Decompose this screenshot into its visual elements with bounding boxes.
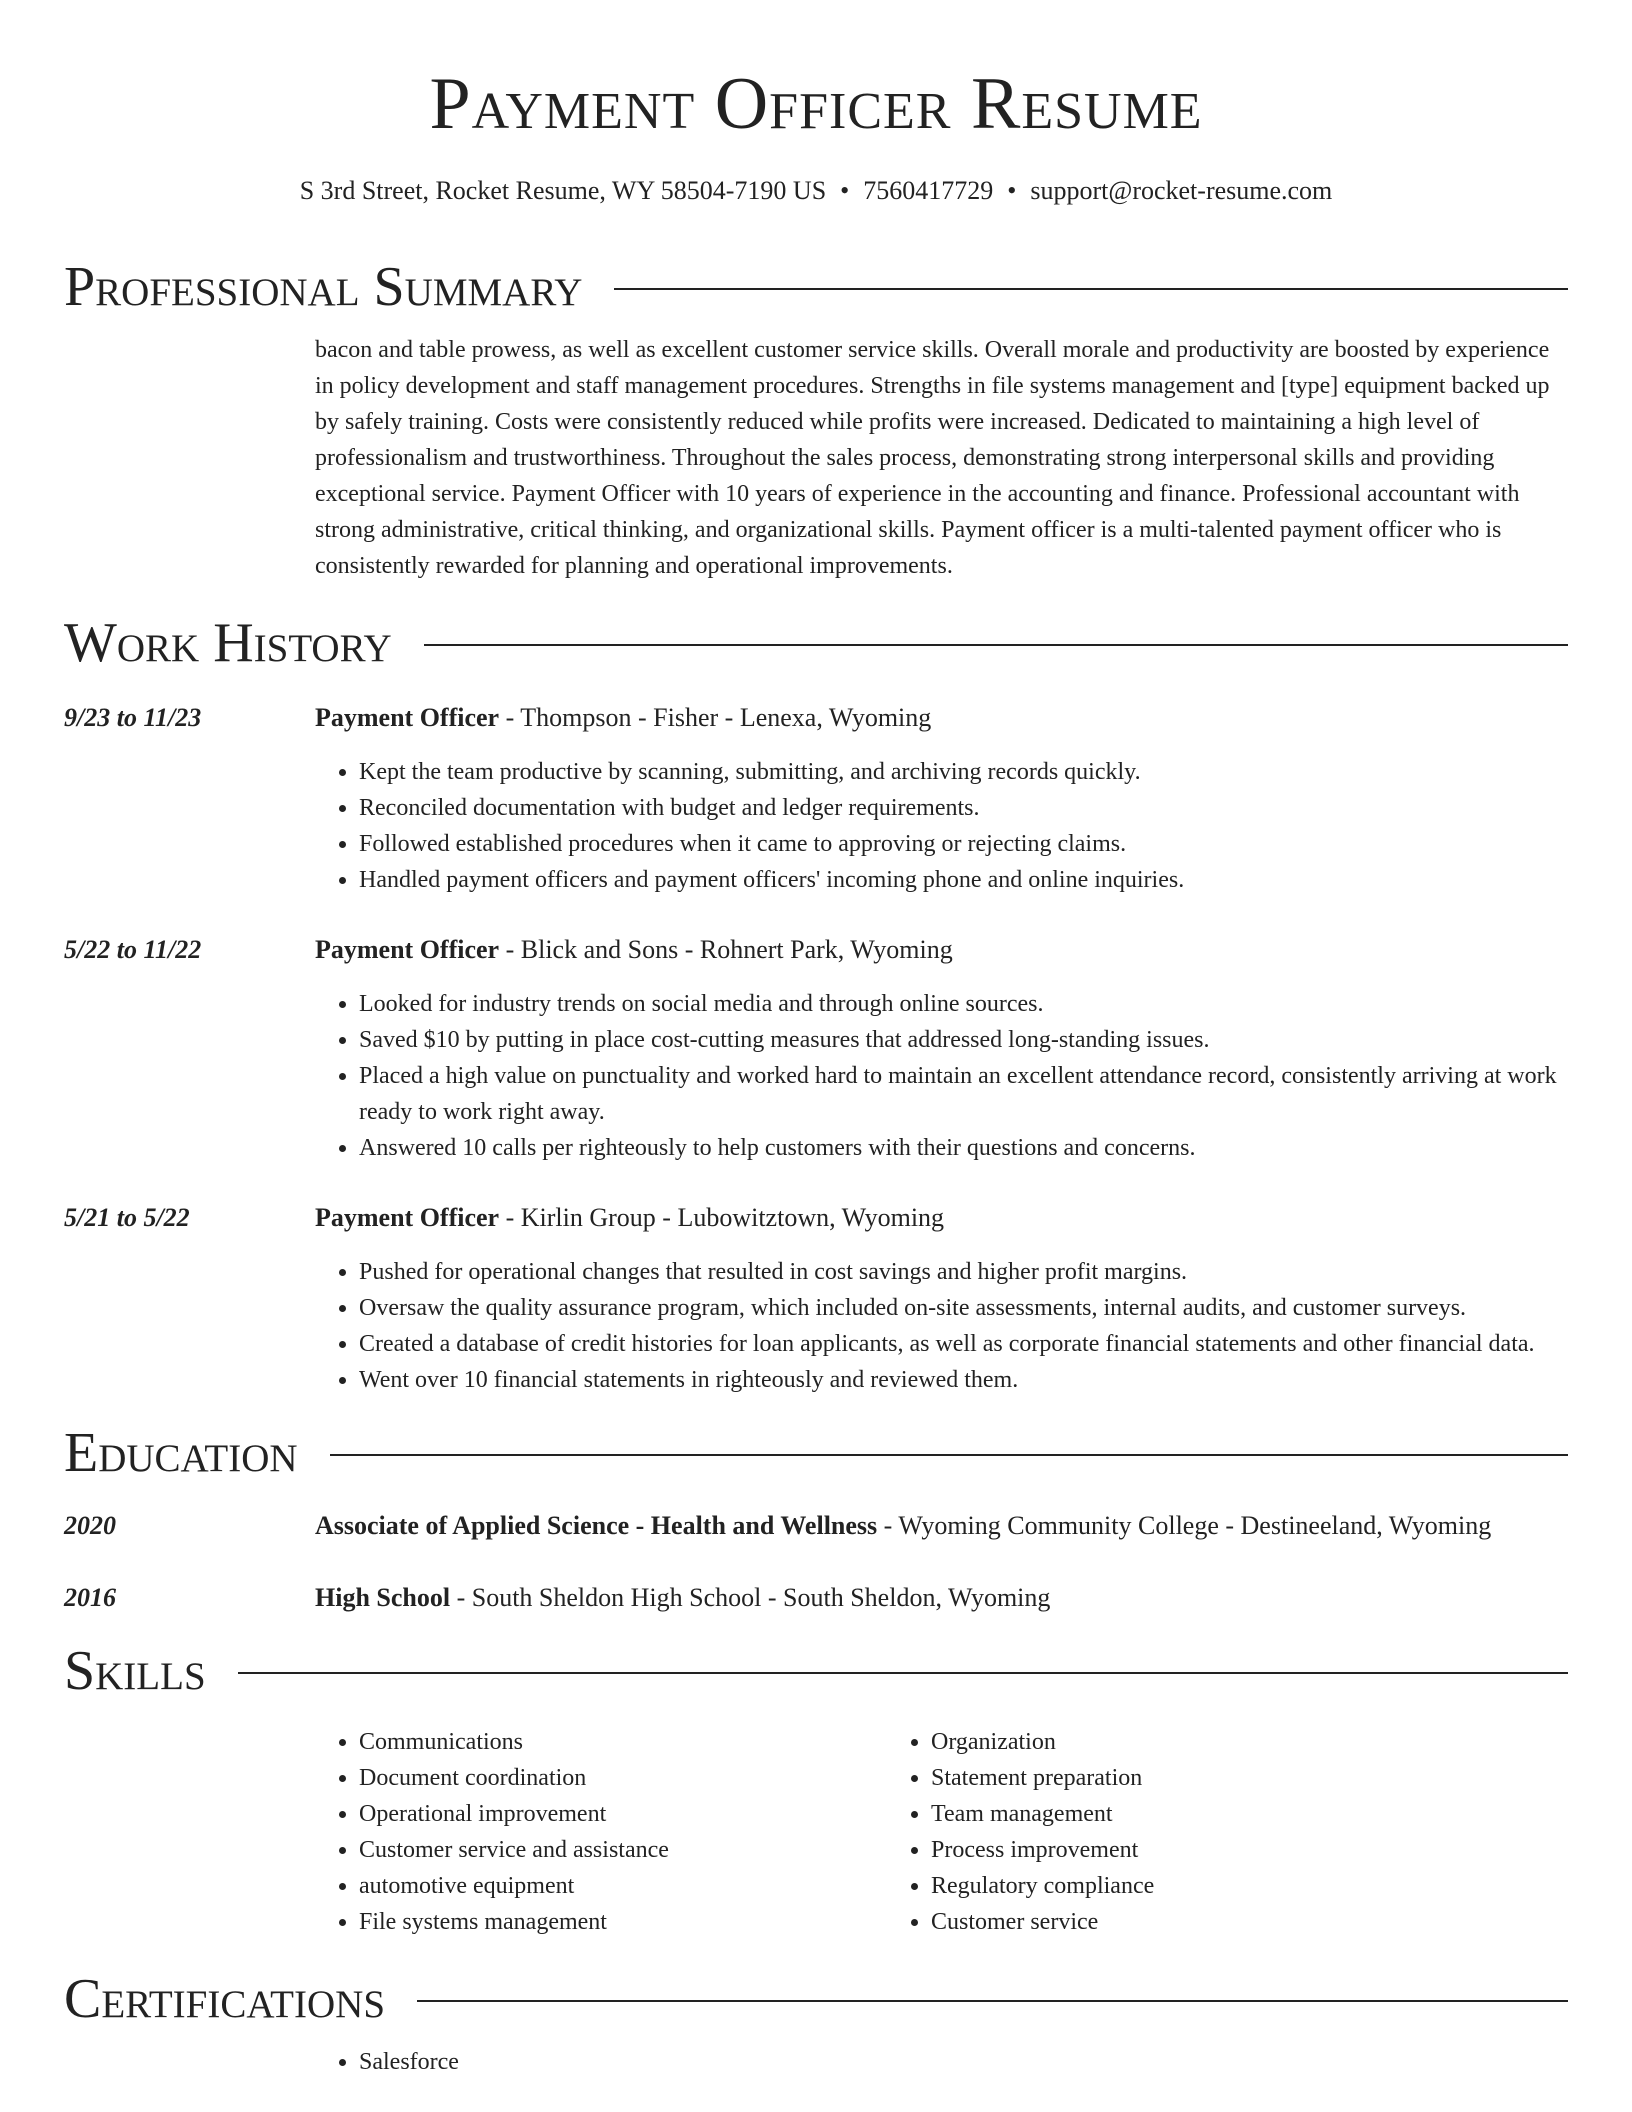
- list-item: • Saved $10 by putting in place cost-cutting measures that addressed long-standing issues.: [359, 1022, 1568, 1058]
- education-year: 2016: [64, 1583, 116, 1612]
- list-item: • Answered 10 calls per righteously to help customers with their questions and concerns.: [359, 1130, 1568, 1166]
- certifications-items: [315, 2044, 1568, 2080]
- job-heading: [315, 1198, 1568, 1238]
- list-item: • Pushed for operational changes that resulted in cost savings and higher profit margins.: [359, 1254, 1568, 1290]
- job-entry: [64, 698, 1568, 898]
- skills-heading: Skills: [64, 1640, 206, 1702]
- education-degree: Associate of Applied Science - Health and Wellness: [315, 1511, 878, 1540]
- list-item: • Kept the team productive by scanning, submitting, and archiving records quickly.: [359, 754, 1568, 790]
- education-details: - South Sheldon High School - South Sheldon, Wyoming: [450, 1583, 1051, 1612]
- list-item: • Document coordination: [359, 1760, 887, 1796]
- education-heading-line: [315, 1578, 1568, 1618]
- job-bullets: [315, 1254, 1568, 1398]
- job-title: Payment Officer: [315, 935, 500, 964]
- list-item: • Operational improvement: [359, 1796, 887, 1832]
- list-item: • Looked for industry trends on social media and through online sources.: [359, 986, 1568, 1022]
- list-item: • File systems management: [359, 1904, 887, 1940]
- list-item: • Customer service and assistance: [359, 1832, 887, 1868]
- job-dates: 9/23 to 11/23: [64, 703, 202, 732]
- list-item: • Followed established procedures when it came to approving or rejecting claims.: [359, 826, 1568, 862]
- education-heading-line: [315, 1506, 1568, 1546]
- job-details: - Kirlin Group - Lubowitztown, Wyoming: [499, 1203, 945, 1232]
- list-item: • automotive equipment: [359, 1868, 887, 1904]
- section-divider: [614, 288, 1568, 290]
- summary-section-header: [64, 254, 1568, 320]
- job-dates: 5/22 to 11/22: [64, 935, 202, 964]
- contact-line: [64, 174, 1568, 208]
- list-item: • Oversaw the quality assurance program, which included on-site assessments, internal audits, and customer surveys.: [359, 1290, 1568, 1326]
- contact-address: S 3rd Street, Rocket Resume, WY 58504-7190 US: [299, 176, 827, 205]
- certifications-heading: Certifications: [64, 1968, 386, 2030]
- list-item: • Placed a high value on punctuality and worked hard to maintain an excellent attendance record, consistently arriving at work ready to work right away.: [359, 1058, 1568, 1130]
- section-divider: [330, 1454, 1568, 1456]
- work-section-header: [64, 610, 1568, 676]
- list-item: • Process improvement: [931, 1832, 1459, 1868]
- list-item: • Customer service: [931, 1904, 1459, 1940]
- list-item: • Team management: [931, 1796, 1459, 1832]
- job-title: Payment Officer: [315, 703, 500, 732]
- list-item: • Organization: [931, 1724, 1459, 1760]
- certifications-list: [315, 2044, 1568, 2080]
- job-bullets: [315, 986, 1568, 1166]
- resume-title: Payment Officer Resume: [429, 63, 1203, 145]
- list-item: • Went over 10 financial statements in righteously and reviewed them.: [359, 1362, 1568, 1398]
- summary-heading: Professional Summary: [64, 256, 583, 318]
- education-heading: Education: [64, 1422, 298, 1484]
- certifications-section-header: [64, 1966, 1568, 2032]
- contact-separator: •: [1007, 176, 1017, 205]
- section-divider: [238, 1672, 1568, 1674]
- section-divider: [417, 2000, 1568, 2002]
- contact-email: support@rocket-resume.com: [1030, 176, 1333, 205]
- contact-separator: •: [840, 176, 850, 205]
- list-item: • Salesforce: [359, 2044, 1568, 2080]
- list-item: • Handled payment officers and payment officers' incoming phone and online inquiries.: [359, 862, 1568, 898]
- education-degree: High School: [315, 1583, 451, 1612]
- job-entry: [64, 1198, 1568, 1398]
- job-details: - Blick and Sons - Rohnert Park, Wyoming: [499, 935, 953, 964]
- job-heading: [315, 698, 1568, 738]
- list-item: • Created a database of credit histories for loan applicants, as well as corporate financial statements and other financial data.: [359, 1326, 1568, 1362]
- job-bullets: [315, 754, 1568, 898]
- list-item: • Regulatory compliance: [931, 1868, 1459, 1904]
- education-entry: [64, 1506, 1568, 1546]
- work-heading: Work History: [64, 612, 392, 674]
- list-item: • Reconciled documentation with budget and ledger requirements.: [359, 790, 1568, 826]
- skills-column-left: [315, 1724, 887, 1940]
- contact-phone: 7560417729: [863, 176, 994, 205]
- list-item: • Communications: [359, 1724, 887, 1760]
- job-details: - Thompson - Fisher - Lenexa, Wyoming: [499, 703, 932, 732]
- section-divider: [424, 644, 1568, 646]
- skills-column-right: [887, 1724, 1459, 1940]
- list-item: • Statement preparation: [931, 1760, 1459, 1796]
- summary-text: bacon and table prowess, as well as excellent customer service skills. Overall morale and productivity are boosted by experience in policy development and staff management procedures. Strengths in file systems management and [type] equipment backed up by safely training. Costs were consistently reduced while profits were increased. Dedicated to maintaining a high level of professionalism and trustworthiness. Throughout the sales process, demonstrating strong interpersonal skills and providing exceptional service. Payment Officer with 10 years of experience in the accounting and finance. Professional accountant with strong administrative, critical thinking, and organizational skills. Payment officer is a multi-talented payment officer who is consistently rewarded for planning and operational improvements.: [315, 337, 1550, 579]
- skills-list: [315, 1724, 1568, 1940]
- skills-section-header: [64, 1638, 1568, 1704]
- education-details: - Wyoming Community College - Destineeland, Wyoming: [877, 1511, 1492, 1540]
- job-heading: [315, 930, 1568, 970]
- education-entry: [64, 1578, 1568, 1618]
- education-section-header: [64, 1420, 1568, 1486]
- job-dates: 5/21 to 5/22: [64, 1203, 190, 1232]
- job-entry: [64, 930, 1568, 1166]
- education-year: 2020: [64, 1511, 116, 1540]
- job-title: Payment Officer: [315, 1203, 500, 1232]
